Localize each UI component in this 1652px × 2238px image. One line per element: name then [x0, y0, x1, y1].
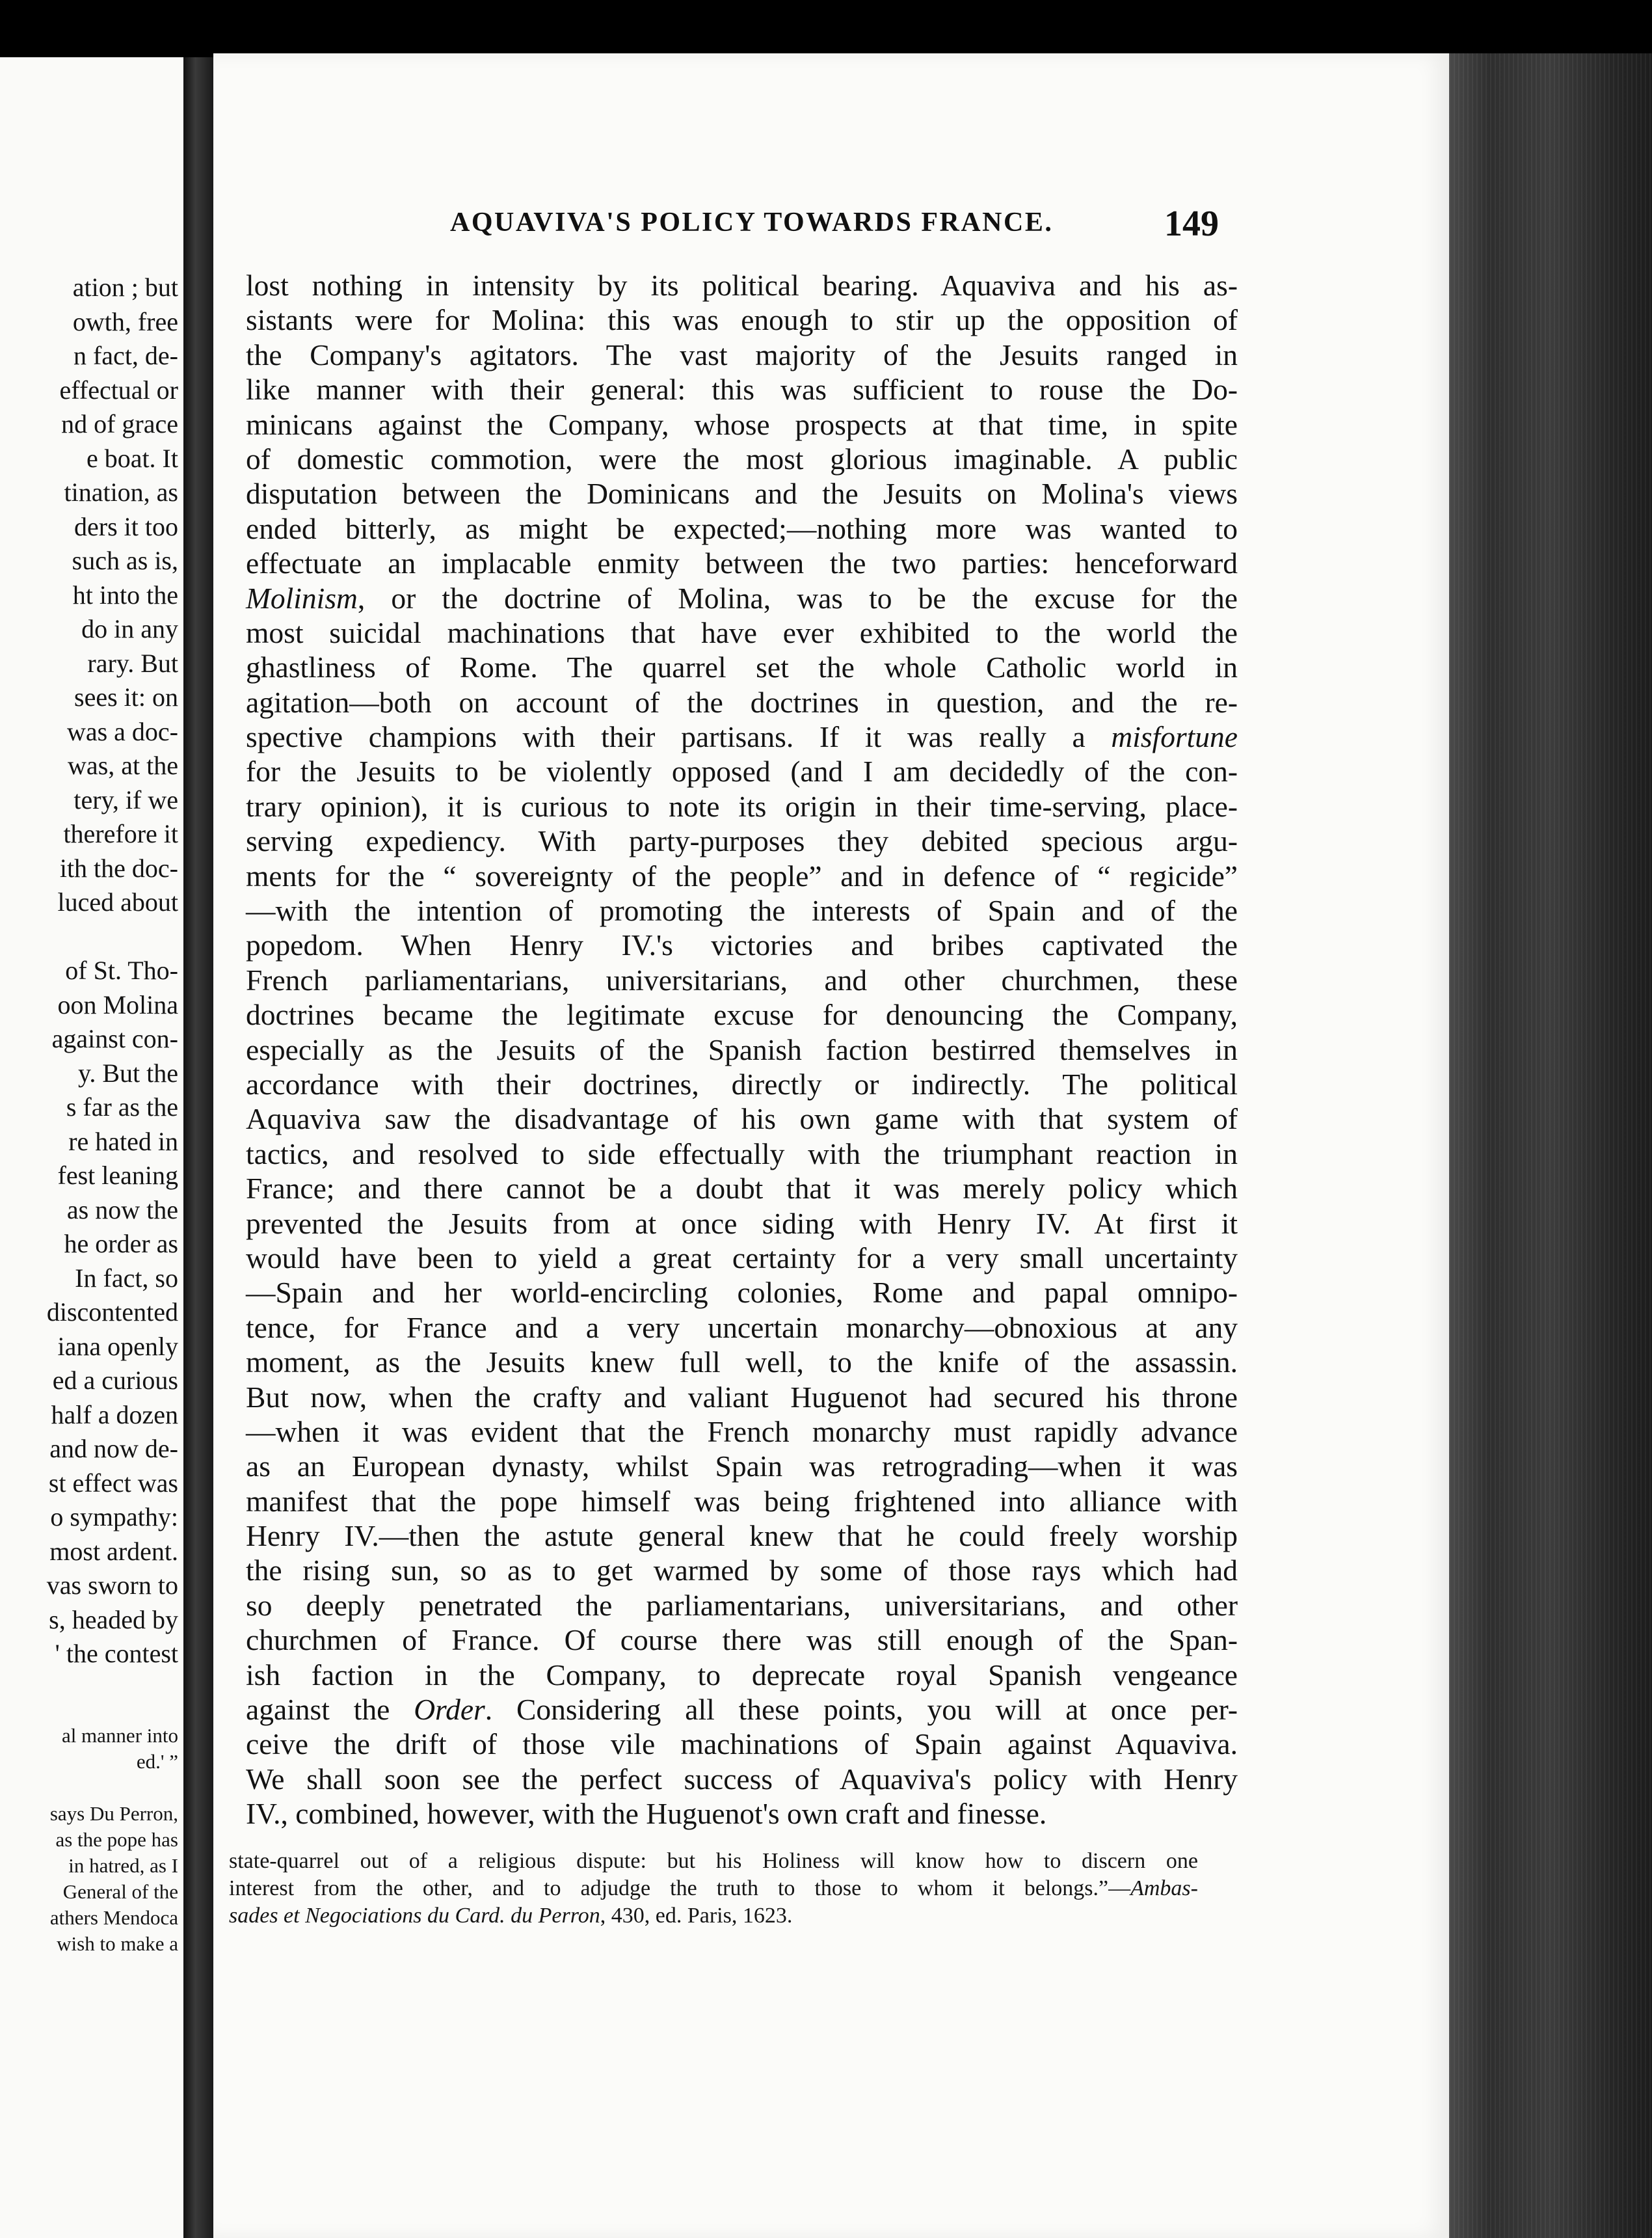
book-gutter [183, 57, 213, 2238]
facing-text-line: and now de- [49, 1434, 178, 1463]
facing-footnote-line: in hatred, as I [68, 1854, 178, 1877]
text-line: —when it was evident that the French monarchy must rapidly advance [246, 1414, 1238, 1448]
text-line: —with the intention of promoting the interests of Spain and of the [246, 894, 1238, 928]
page-number: 149 [1164, 204, 1219, 244]
facing-text-line: luced about [57, 887, 178, 917]
facing-text-line: vas sworn to [46, 1571, 178, 1600]
facing-text-line: discontented [46, 1297, 178, 1327]
facing-footnote-line: says Du Perron, [49, 1802, 178, 1825]
facing-text-line: most ardent. [49, 1536, 178, 1566]
italic-term: misfortune [1111, 720, 1238, 754]
facing-text-line: In fact, so [75, 1263, 178, 1293]
text-line: popedom. When Henry IV.'s victories and bribes captivated the [246, 928, 1238, 962]
facing-text-line: of St. Tho- [65, 956, 178, 985]
text-line: like manner with their general: this was sufficient to rouse the Do- [246, 373, 1238, 407]
facing-text-line: tery, if we [73, 785, 178, 815]
facing-text-line: owth, free [72, 306, 178, 336]
facing-text-line: e boat. It [86, 443, 178, 473]
text-line: ended bitterly, as might be expected;—nothing more was wanted to [246, 511, 1238, 545]
facing-text-line: s, headed by [49, 1604, 178, 1634]
text-line: spective champions with their partisans. If it was really a misfortune [246, 720, 1238, 754]
facing-text-line: sees it: on [74, 682, 178, 712]
text-line: French parliamentarians, universitarians, and other churchmen, these [246, 963, 1238, 997]
facing-text-line: ders it too [74, 511, 178, 541]
facing-text-line: ' the contest [55, 1639, 178, 1668]
text-line: effectuate an implacable enmity between the two parties: henceforward [246, 546, 1238, 580]
text-line: most suicidal machinations that have ever exhibited to the world the [246, 615, 1238, 649]
facing-text-line: iana openly [57, 1331, 178, 1361]
text-line: the Company's agitators. The vast majority of the Jesuits ranged in [246, 338, 1238, 371]
facing-text-line: effectual or [59, 375, 178, 405]
facing-page-footnote [50, 1723, 178, 1957]
text-line: especially as the Jesuits of the Spanish faction bestirred themselves in [246, 1032, 1238, 1066]
facing-footnote-line: ed.' ” [136, 1750, 178, 1773]
text-line: accordance with their doctrines, directly or indirectly. The political [246, 1067, 1238, 1101]
text-line: tence, for France and a very uncertain monarchy—obnoxious at any [246, 1310, 1238, 1344]
page-edge-shadow [1449, 53, 1652, 2238]
text-line: But now, when the crafty and valiant Huguenot had secured his throne [246, 1380, 1238, 1414]
text-line: ments for the “ sovereignty of the people” and in defence of “ regicide” [246, 859, 1238, 893]
text-line: the rising sun, so as to get warmed by some of those rays which had [246, 1554, 1238, 1587]
text-line: Aquaviva saw the disadvantage of his own game with that system of [246, 1102, 1238, 1136]
facing-footnote-line: as the pope has [55, 1828, 178, 1851]
text-line: moment, as the Jesuits knew full well, to the knife of the assassin. [246, 1345, 1238, 1379]
footnote [229, 1848, 1198, 1930]
facing-text-line: ation ; but [72, 273, 178, 302]
text-line: for the Jesuits to be violently opposed (and I am decidedly of the con- [246, 755, 1238, 789]
facing-page-left [0, 57, 183, 2238]
facing-text-line: as now the [66, 1194, 178, 1224]
facing-text-line: o sympathy: [50, 1502, 178, 1531]
facing-footnote-line: athers Mendoca [49, 1906, 178, 1929]
text-line: IV., combined, however, with the Huguenot's own craft and finesse. [246, 1797, 1047, 1831]
facing-page-text [0, 271, 178, 1671]
facing-text-line: tination, as [64, 478, 178, 507]
text-line: sistants were for Molina: this was enough to stir up the opposition of [246, 303, 1238, 337]
facing-text-line: therefore it [63, 819, 178, 848]
facing-footnote-line: al manner into [61, 1724, 178, 1747]
text-line: agitation—both on account of the doctrines in question, and the re- [246, 685, 1238, 719]
facing-text-line [0, 920, 178, 954]
text-line: lost nothing in intensity by its political bearing. Aquaviva and his as- [246, 269, 1238, 302]
running-head: AQUAVIVA'S POLICY TOWARDS FRANCE. [450, 208, 1054, 237]
text-line: doctrines became the legitimate excuse for denouncing the Company, [246, 998, 1238, 1032]
facing-text-line: st effect was [48, 1468, 178, 1498]
facing-text-line: such as is, [72, 546, 178, 575]
facing-text-line: ith the doc- [59, 853, 178, 883]
footnote-line: interest from the other, and to adjudge the truth to those to whom it belongs.”—Ambas- [229, 1876, 1198, 1900]
facing-text-line: against con- [51, 1024, 178, 1053]
text-line: ish faction in the Company, to deprecate royal Spanish vengeance [246, 1658, 1238, 1692]
body-text [246, 268, 1238, 1831]
facing-text-line: y. But the [77, 1058, 178, 1088]
italic-term: Molinism [246, 581, 358, 615]
text-line: serving expediency. With party-purposes they debited specious argu- [246, 824, 1238, 858]
facing-footnote-line: wish to make a [57, 1932, 178, 1955]
footnote-line: sades et Negociations du Card. du Perron, 430, ed. Paris, 1623. [229, 1904, 793, 1928]
facing-text-line: re hated in [68, 1126, 178, 1156]
facing-text-line: he order as [64, 1229, 178, 1258]
facing-text-line: ed a curious [52, 1366, 178, 1395]
facing-text-line: rary. But [87, 648, 178, 678]
facing-text-line: n fact, de- [73, 341, 178, 370]
text-line: minicans against the Company, whose prospects at that time, in spite [246, 407, 1238, 441]
text-line: —Spain and her world-encircling colonies, Rome and papal omnipo- [246, 1276, 1238, 1310]
facing-text-line: oon Molina [57, 990, 178, 1019]
facing-text-line: half a dozen [51, 1399, 178, 1429]
text-line: churchmen of France. Of course there was still enough of the Span- [246, 1623, 1238, 1657]
text-line: ghastliness of Rome. The quarrel set the whole Catholic world in [246, 651, 1238, 684]
text-line: as an European dynasty, whilst Spain was retrograding—when it was [246, 1449, 1238, 1483]
text-line: so deeply penetrated the parliamentarians, universitarians, and other [246, 1588, 1238, 1622]
text-line: Henry IV.—then the astute general knew that he could freely worship [246, 1519, 1238, 1553]
facing-text-line: do in any [81, 614, 178, 643]
facing-text-line: nd of grace [61, 409, 178, 438]
text-line: trary opinion), it is curious to note its origin in their time-serving, place- [246, 789, 1238, 823]
text-line: ceive the drift of those vile machinations of Spain against Aquaviva. [246, 1727, 1238, 1761]
facing-footnote-line: General of the [62, 1880, 178, 1903]
text-line: of domestic commotion, were the most glorious imaginable. A public [246, 442, 1238, 476]
text-line: prevented the Jesuits from at once siding with Henry IV. At first it [246, 1206, 1238, 1240]
text-line: Molinism, or the doctrine of Molina, was to be the excuse for the [246, 581, 1238, 615]
text-line: We shall soon see the perfect success of Aquaviva's policy with Henry [246, 1762, 1238, 1796]
text-line: manifest that the pope himself was being frightened into alliance with [246, 1484, 1238, 1518]
footnote-line: state-quarrel out of a religious dispute: but his Holiness will know how to discern one [229, 1849, 1198, 1873]
facing-text-line: ht into the [72, 580, 178, 610]
text-line: tactics, and resolved to side effectually with the triumphant reaction in [246, 1137, 1238, 1170]
facing-text-line: fest leaning [57, 1161, 178, 1190]
facing-text-line: was, at the [68, 751, 178, 780]
italic-term: Ambas- [1130, 1876, 1198, 1900]
facing-footnote-line [50, 1775, 178, 1801]
text-line: against the Order. Considering all these points, you will at once per- [246, 1693, 1238, 1727]
text-line: France; and there cannot be a doubt that it was merely policy which [246, 1172, 1238, 1206]
italic-term: Order [414, 1693, 485, 1727]
scan-top-band [0, 0, 1652, 62]
italic-term: sades et Negociations du Card. du Perron [229, 1904, 600, 1928]
text-line: disputation between the Dominicans and the Jesuits on Molina's views [246, 477, 1238, 511]
facing-text-line: s far as the [66, 1092, 178, 1122]
text-line: would have been to yield a great certainty for a very small uncertainty [246, 1241, 1238, 1274]
facing-text-line: was a doc- [66, 716, 178, 746]
